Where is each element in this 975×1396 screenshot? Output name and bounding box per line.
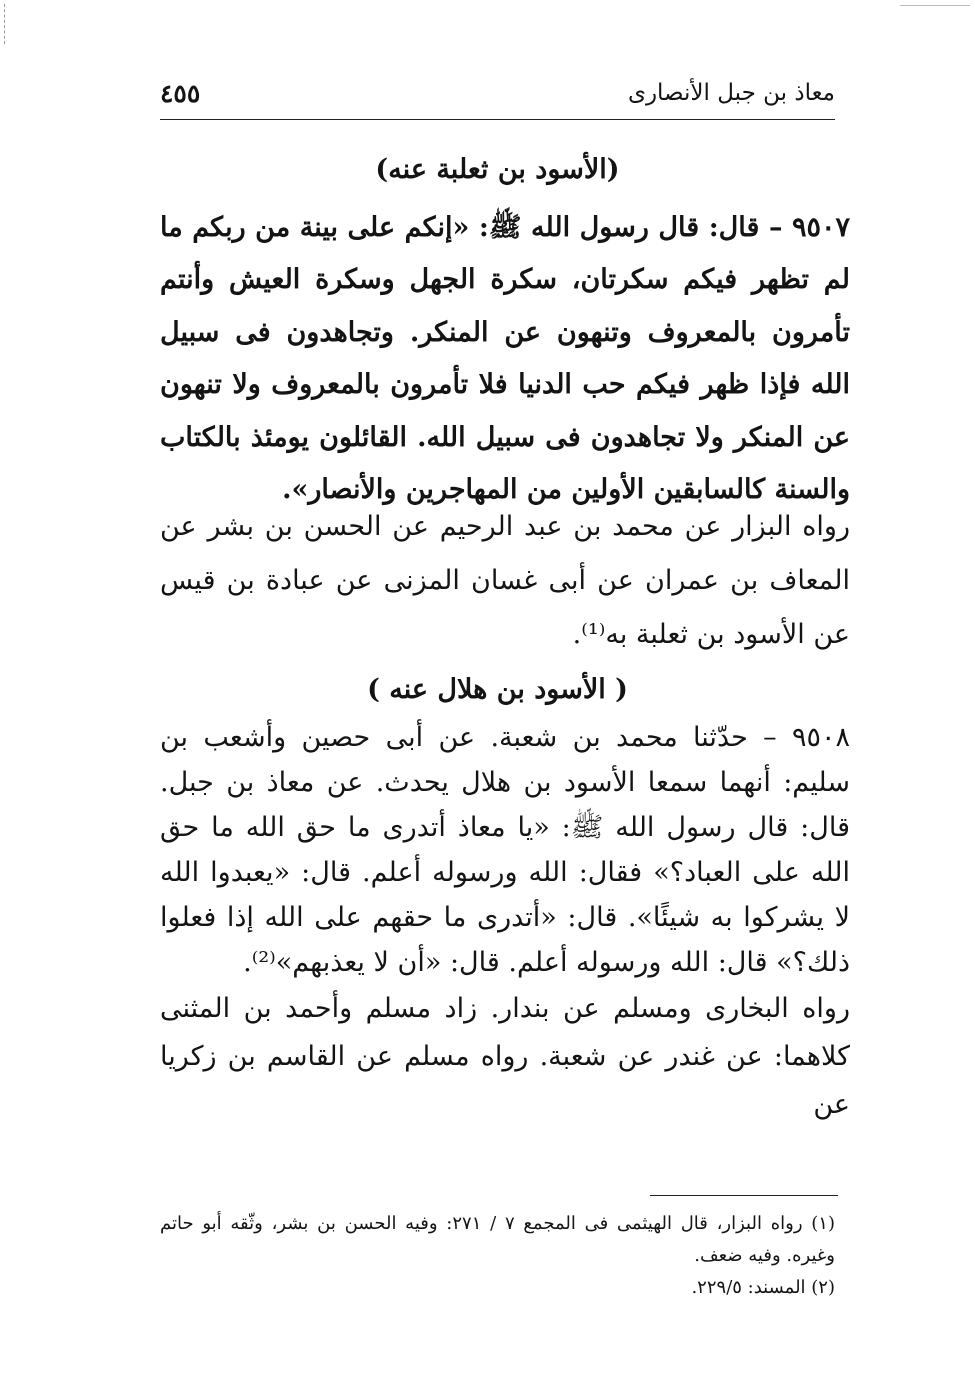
section-heading: ( الأسود بن هلال عنه ): [367, 674, 628, 705]
narration-text: رواه البخارى ومسلم عن بندار. زاد مسلم وأحمد بن المثنى كلاهما: عن غندر عن شعبة. رواه مسلم عن القاسم بن زكريا عن: [160, 993, 850, 1120]
footnote-rule: [650, 1195, 838, 1196]
running-header: [160, 70, 835, 116]
scan-edge-mark: [900, 5, 970, 6]
header-rule: [160, 119, 835, 120]
narration-text: رواه البزار عن محمد بن عبد الرحيم عن الحسن بن بشر عن المعاف بن عمران عن أبى غسان المزنى عن عبادة بن قيس عن الأسود بن ثعلبة به⁽¹⁾.: [160, 511, 850, 650]
footnote: (١) رواه البزار، قال الهيثمى فى المجمع ٧ ‏/ ٢٧١: وفيه الحسن بن بشر، وثّقه أبو حاتم وغيره. وفيه ضعف.: [160, 1213, 835, 1266]
section-heading: (الأسود بن ثعلبة عنه): [375, 154, 620, 185]
hadith-text: ٩٥٠٨ – حدّثنا محمد بن شعبة. عن أبى حصين وأشعب بن سليم: أنهما سمعا الأسود بن هلال يحدث. عن معاذ بن جبل. قال: قال رسول الله ﷺ: «يا معاذ أتدرى ما حق الله ما حق الله على العباد؟» فقال: الله ورسوله أعلم. قال: «يعبدوا الله لا يشركوا به شيئًا». قال: «أتدرى ما حقهم على الله إذا فعلوا ذلك؟» قال: الله ورسوله أعلم. قال: «أن لا يعذبهم»⁽²⁾.: [160, 722, 850, 978]
running-title: معاذ بن جبل الأنصارى: [627, 80, 835, 106]
hadith-text: ٩٥٠٧ – قال: قال رسول الله ﷺ: «إنكم على بينة من ربكم ما لم تظهر فيكم سكرتان، سكرة الجهل وسكرة العيش وأنتم تأمرون بالمعروف وتنهون عن المنكر. وتجاهدون فى سبيل الله فإذا ظهر فيكم حب الدنيا فلا تأمرون بالمعروف ولا تنهون عن المنكر ولا تجاهدون فى سبيل الله. القائلون يومئذ بالكتاب والسنة كالسابقين الأولين من المهاجرين والأنصار».: [160, 212, 850, 506]
footnote: (٢) المسند: ٥‏/٢٢٩.: [691, 1277, 835, 1298]
scan-edge-mark: [4, 4, 6, 44]
page-number: ٤٥٥: [160, 78, 201, 108]
footnotes: [160, 1208, 835, 1304]
